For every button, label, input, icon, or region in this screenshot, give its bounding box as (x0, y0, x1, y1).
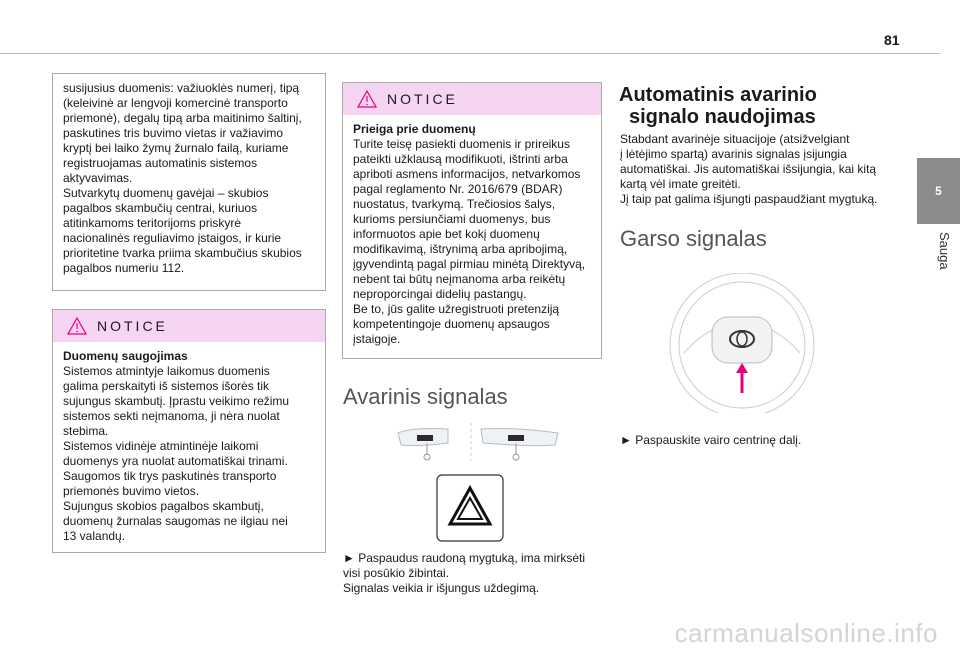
notice-line: įstaigoje. (353, 332, 401, 346)
section-title-hazard: Avarinis signalas (343, 384, 508, 409)
notice-line: modifikavimą, ištrynimą arba apribojimą, (353, 242, 568, 256)
intro-line: Jį taip pat galima išjungti paspaudžiant mygtuką. (620, 192, 878, 206)
text-line: atitinkamoms teritorijoms priskyrė (63, 216, 242, 230)
page-title (619, 84, 849, 128)
notice-line: Saugomos tik trys paskutinės transporto (63, 469, 277, 483)
notice-line: duomenų žurnalas saugomas ne ilgiau nei (63, 514, 288, 528)
notice-line: sistemos sekti neįmanoma, ji nėra nuolat (63, 409, 280, 423)
watermark: carmanualsonline.info (674, 618, 938, 648)
notice-line: nuostatus, tvarkymą. Trečiosios šalys, (353, 197, 556, 211)
notice-line: Sistemos atmintyje laikomus duomenis (63, 364, 270, 378)
notice-line: pateikti užklausą modifikuoti, ištrinti arba (353, 152, 568, 166)
notice-data-access (342, 82, 602, 359)
title-line: signalo naudojimas (629, 106, 816, 128)
instruction-line: Signalas veikia ir išjungus uždegimą. (343, 581, 540, 595)
notice-line: sujungus skambutį. Įprastu veikimo režimu (63, 394, 290, 408)
steering-wheel-figure (660, 273, 824, 413)
notice-line: nebent tai būtų neįmanoma arba reikėtų (353, 272, 566, 286)
notice-heading: NOTICE (387, 90, 458, 107)
data-recipients-text-box (52, 73, 326, 291)
instruction-line: ► Paspaudus raudoną mygtuką, ima mirksėti (343, 551, 585, 565)
notice-header (343, 83, 601, 115)
notice-line: pagal reglamento Nr. 2016/679 (BDAR) (353, 182, 563, 196)
notice-line: įgyvendintą pagal pirmiau minėtą Direktyvą, (353, 257, 586, 271)
instruction-line: visi posūkio žibintai. (343, 566, 450, 580)
intro-line: į lėtėjimo spartą) avarinis signalas įsijungia (620, 147, 847, 161)
notice-line: informuotos apie bet kokį duomenų (353, 227, 540, 241)
title-line: Automatinis avarinio (619, 84, 817, 106)
text-line: paskutines tris buvimo vietas ir važiavimo (63, 126, 284, 140)
notice-line: Sujungus skobios pagalbos skambutį, (63, 499, 264, 513)
notice-line: kompetentingoje duomenų apsaugos (353, 317, 550, 331)
page-number: 81 (884, 32, 900, 48)
hazard-instruction (343, 551, 603, 596)
auto-hazard-text (620, 132, 880, 207)
text-line: prioritetine tvarka priima skambučius skubios (63, 246, 302, 260)
warning-icon (357, 90, 377, 108)
notice-line: galima perskaityti iš sistemos išorės tik (63, 379, 270, 393)
text-line: (keleivinė ar lengvoji komercinė transporto (63, 96, 288, 110)
notice-line: neproporcingai didelių pastangų. (353, 287, 527, 301)
dashboard-switch-figure (393, 421, 563, 463)
notice-line: Sistemos vidinėje atmintinėje laikomi (63, 439, 259, 453)
text-line: susijusius duomenis: važiuoklės numerį, tipą (63, 81, 300, 95)
notice-data-storage (52, 309, 326, 553)
text-line: pagalbos skambučių centrai, kuriuos (63, 201, 258, 215)
horn-instruction: ► Paspauskite vairo centrinę dalį. (620, 433, 802, 447)
text-line: priemonė), degalų tipą arba maitinimo šaltinį, (63, 111, 302, 125)
section-title-horn: Garso signalas (620, 226, 767, 251)
chapter-label: Sauga (937, 232, 952, 270)
header-divider (0, 53, 940, 54)
intro-line: automatiškai. Jis automatiškai išsijungia, kai kitą (620, 162, 877, 176)
notice-heading: NOTICE (97, 317, 168, 334)
text-line: Sutvarkytų duomenų gavėjai – skubios (63, 186, 269, 200)
notice-line: kurioms persiunčiami duomenys, bus (353, 212, 551, 226)
notice-header (53, 310, 325, 342)
warning-icon (67, 317, 87, 335)
notice-title: Duomenų saugojimas (63, 349, 188, 363)
notice-line: stebima. (63, 424, 109, 438)
notice-line: priemonės buvimo vietos. (63, 484, 200, 498)
hazard-button-icon (436, 474, 504, 542)
intro-line: kartą vėl imate greitėti. (620, 177, 741, 191)
notice-line: duomenys yra nuolat automatiškai trinami. (63, 454, 288, 468)
text-line: kryptį bei laiko žymų žurnalo failą, kuriame (63, 141, 289, 155)
notice-title: Prieiga prie duomenų (353, 122, 476, 136)
chapter-tab[interactable]: 5 (917, 158, 960, 224)
text-line: aktyvavimas. (63, 171, 133, 185)
notice-line: Be to, jūs galite užregistruoti pretenziją (353, 302, 560, 316)
text-line: nacionalinės reguliavimo įstaigos, ir kurie (63, 231, 282, 245)
text-line: pagalbos numeriu 112. (63, 261, 185, 275)
text-line: registruojamas automatinis sistemos (63, 156, 258, 170)
intro-line: Stabdant avarinėje situacijoje (atsižvelgiant (620, 132, 850, 146)
notice-line: 13 valandų. (63, 529, 126, 543)
notice-line: apriboti asmens informacijos, netvarkomos (353, 167, 581, 181)
notice-line: Turite teisę pasiekti duomenis ir prireikus (353, 137, 570, 151)
